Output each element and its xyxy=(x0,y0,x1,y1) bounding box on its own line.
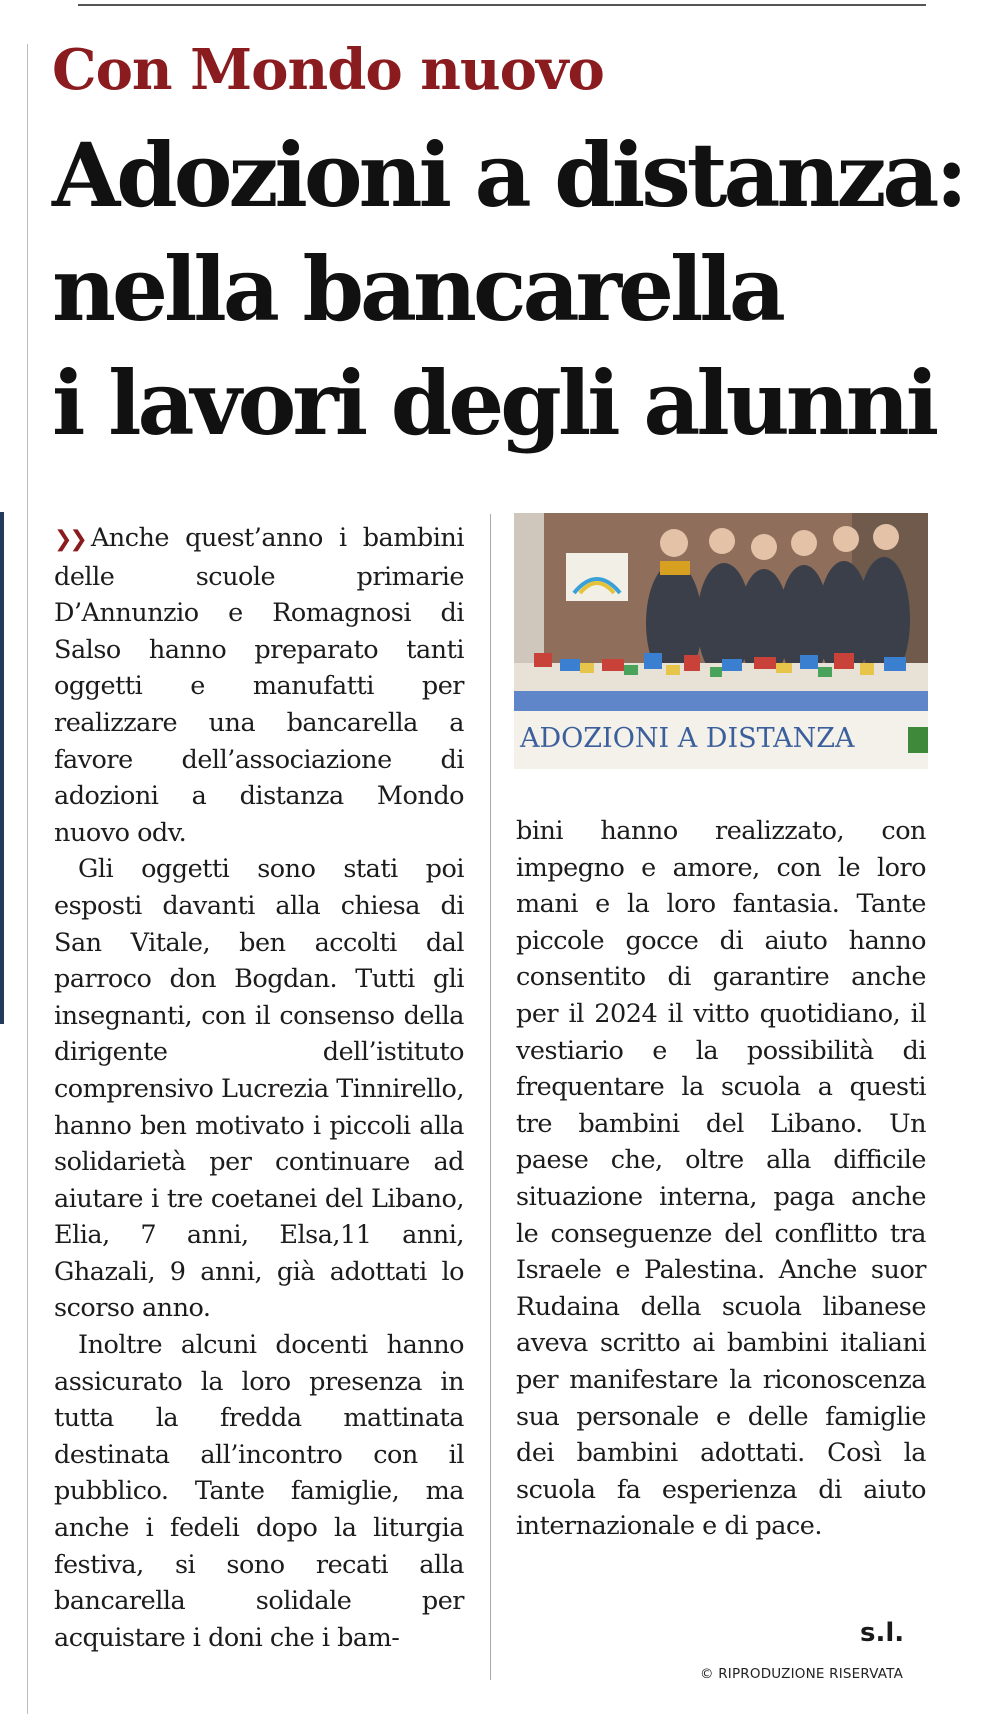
paragraph-4: bini hanno realizzato, con impegno e amore, con le loro mani e la loro fantasia. Tante piccole gocce di aiuto hanno consentito di garantire anche per il 2024 il vitto quotidiano, il vestiario e la possibilità di frequentare la scuola a questi tre bambini del Libano. Un paese che, oltre alla difficile situazione interna, paga anche le conseguenze del conflitto tra Israele e Palestina. Anche suor Rudaina della scuola libanese aveva scritto ai bambini italiani per manifestare la riconoscenza sua personale e delle famiglie dei bambini adottati. Così la scuola fa esperienza di aiuto internazionale e di pace. xyxy=(516,816,926,1542)
column-divider xyxy=(490,514,491,1680)
adjacent-page-edge xyxy=(0,512,4,1024)
quote-mark-icon: ❯❯ xyxy=(54,527,85,552)
paragraph-2: Gli oggetti sono stati poi esposti davanti alla chiesa di San Vitale, ben accolti dal parroco don Bogdan. Tutti gli insegnanti, con il consenso della dirigente dell’istituto comprensivo Lucrezia Tinnirello, hanno ben motivato i piccoli alla solidarietà per continuare ad aiutare i tre coetanei del Libano, Elia, 7 anni, Elsa,11 anni, Ghazali, 9 anni, già adottati lo scorso anno. xyxy=(54,854,464,1324)
top-rule xyxy=(78,4,926,6)
paragraph-1 xyxy=(54,520,464,851)
article-photo xyxy=(514,513,928,769)
left-margin-rule xyxy=(27,44,28,1714)
photo-banner-text: ADOZIONI A DISTANZA xyxy=(520,723,855,754)
article-column-left xyxy=(54,520,464,1656)
paragraph-3: Inoltre alcuni docenti hanno assicurato la loro presenza in tutta la fredda mattinata destinata all’incontro con il pubblico. Tante famiglie, ma anche i fedeli dopo la liturgia festiva, si sono recati alla bancarella solidale per acquistare i doni che i bam- xyxy=(54,1330,464,1653)
headline-line-3: i lavori degli alunni xyxy=(52,351,936,455)
photo-illustration xyxy=(514,513,928,769)
article-column-right xyxy=(516,813,926,1545)
kicker: Con Mondo nuovo xyxy=(52,37,604,103)
copyright-notice: © RIPRODUZIONE RISERVATA xyxy=(700,1666,904,1682)
author-byline: s.l. xyxy=(860,1618,905,1648)
headline xyxy=(52,118,964,460)
headline-line-1: Adozioni a distanza: xyxy=(52,123,964,227)
paragraph-1-text: Anche quest’anno i bambini delle scuole primarie D’Annunzio e Romagnosi di Salso hanno preparato tanti oggetti e manufatti per realizzare una bancarella a favore dell’associazione di adozioni a distanza Mondo nuovo odv. xyxy=(54,523,464,848)
headline-line-2: nella bancarella xyxy=(52,237,782,341)
